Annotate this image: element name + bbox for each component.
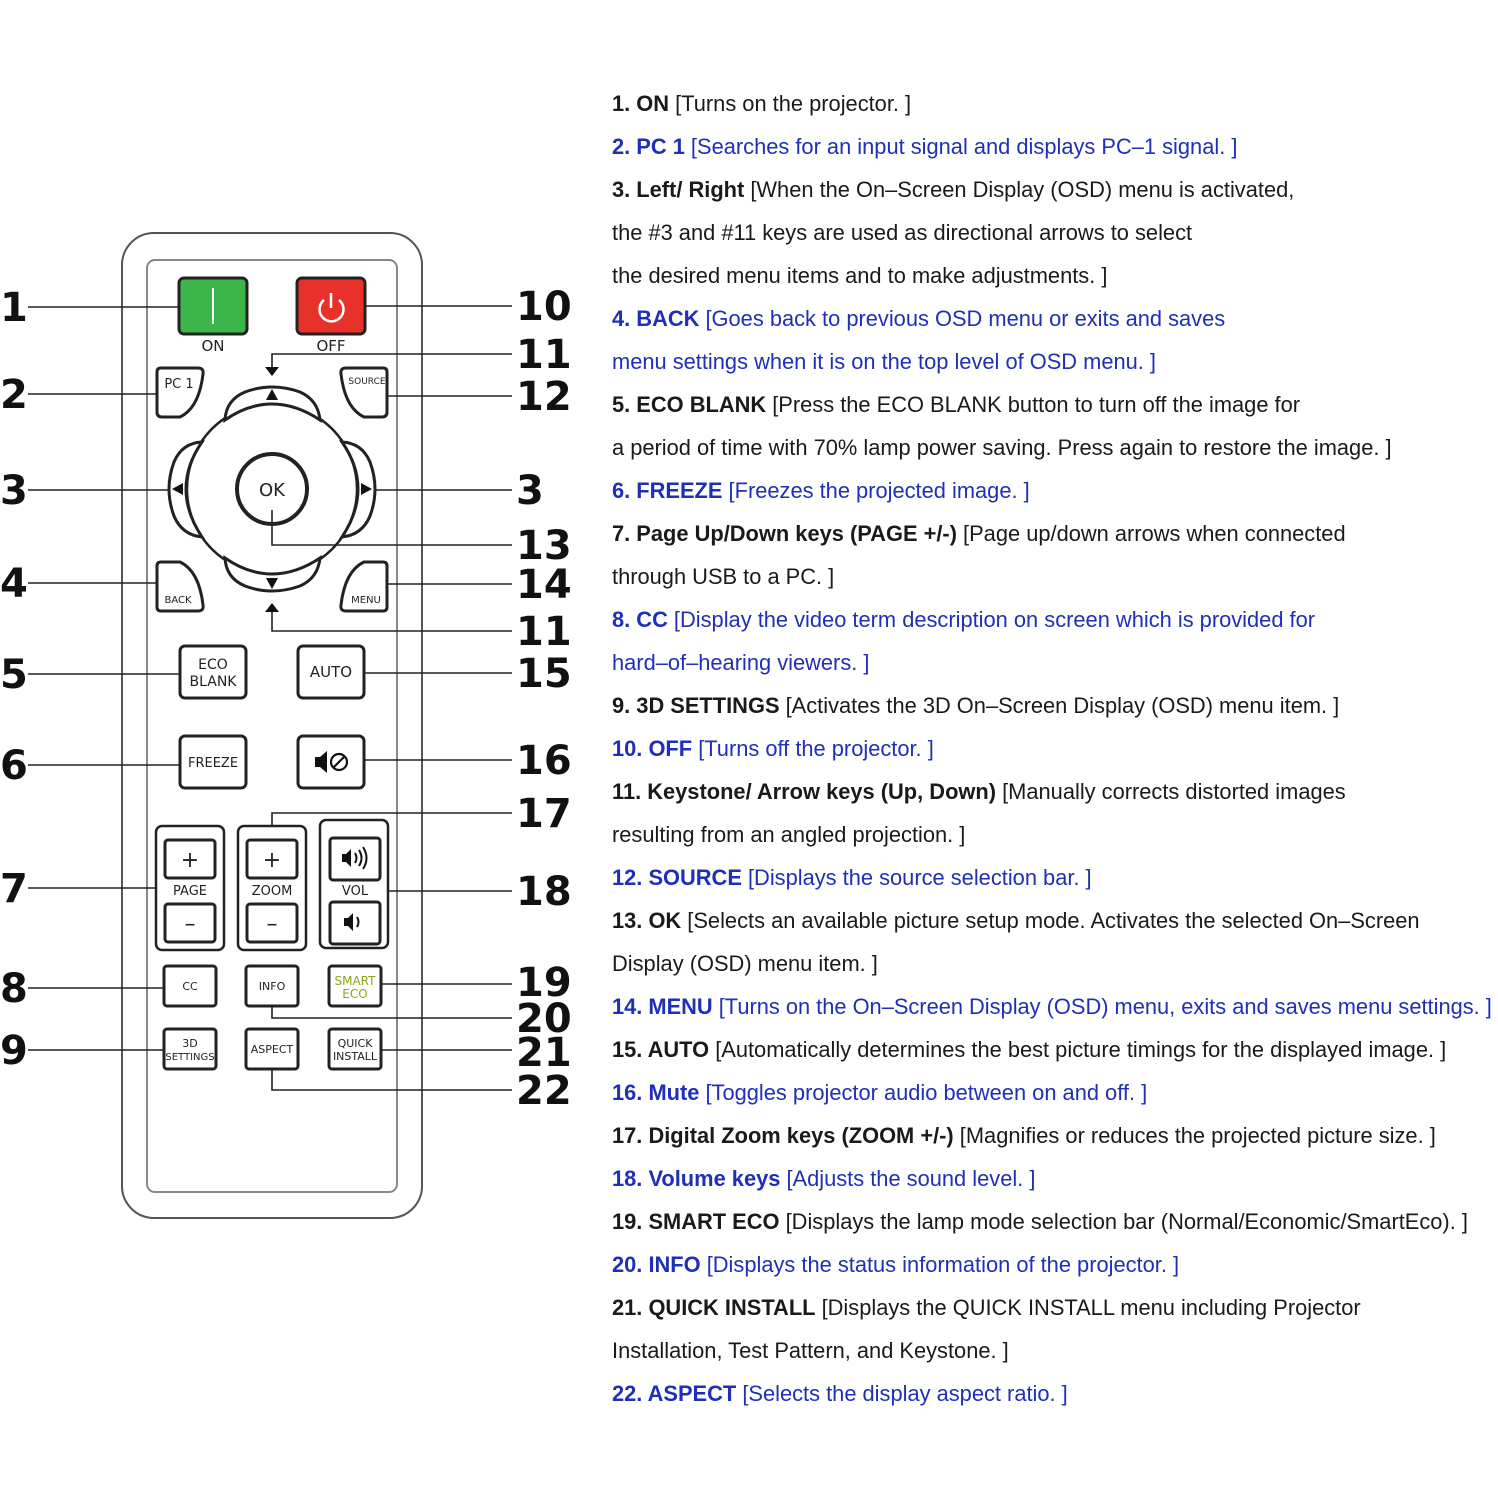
callout-21: 21: [516, 1030, 572, 1076]
description-line: [612, 684, 1492, 727]
description-line: [612, 770, 1492, 813]
aspect-label: ASPECT: [250, 1043, 294, 1056]
description-line: [612, 82, 1492, 125]
description-title: 15. AUTO: [612, 1037, 710, 1062]
3d-settings-label-line2: SETTINGS: [165, 1052, 215, 1063]
description-text: the desired menu items and to make adjustments. ]: [612, 263, 1108, 288]
page-label: PAGE: [173, 884, 207, 899]
description-text: [Searches for an input signal and displays PC–1 signal. ]: [684, 134, 1238, 159]
description-text: [Displays the status information of the projector. ]: [700, 1252, 1180, 1277]
description-line: [612, 211, 1492, 254]
description-text: [Automatically determines the best picture timings for the displayed image. ]: [709, 1037, 1447, 1062]
description-line: [612, 813, 1492, 856]
description-text: [Display the video term description on screen which is provided for: [667, 607, 1316, 632]
description-text: menu settings when it is on the top level of OSD menu. ]: [612, 349, 1157, 374]
callout-15: 15: [516, 651, 572, 697]
description-line: [612, 1243, 1492, 1286]
callout-1: 1: [0, 285, 28, 331]
off-label: OFF: [316, 337, 346, 355]
description-line: [612, 1028, 1492, 1071]
description-line: [612, 1200, 1492, 1243]
description-title: 6. FREEZE: [612, 478, 723, 503]
description-title: 5. ECO BLANK: [612, 392, 767, 417]
callout-6: 6: [0, 743, 28, 789]
description-line: [612, 1071, 1492, 1114]
description-line: [612, 383, 1492, 426]
description-title: 7. Page Up/Down keys (PAGE +/-): [612, 521, 957, 546]
zoom-label: ZOOM: [251, 884, 293, 899]
description-title: 12. SOURCE: [612, 865, 742, 890]
description-text: [Displays the source selection bar. ]: [741, 865, 1092, 890]
callout-22: 22: [516, 1068, 572, 1114]
description-text: [Activates the 3D On–Screen Display (OSD) menu item. ]: [779, 693, 1340, 718]
callout-2: 2: [0, 372, 28, 418]
callout-10: 10: [516, 284, 572, 330]
description-title: 17. Digital Zoom keys (ZOOM +/-): [612, 1123, 954, 1148]
description-line: [612, 297, 1492, 340]
description-line: [612, 1329, 1492, 1372]
description-line: [612, 598, 1492, 641]
page-minus-label: –: [184, 912, 196, 937]
description-title: 13. OK: [612, 908, 682, 933]
description-title: 19. SMART ECO: [612, 1209, 780, 1234]
info-label: INFO: [258, 980, 286, 993]
description-line: [612, 856, 1492, 899]
description-text: hard–of–hearing viewers. ]: [612, 650, 870, 675]
description-line: [612, 512, 1492, 555]
description-title: 11. Keystone/ Arrow keys (Up, Down): [612, 779, 997, 804]
description-text: [Toggles projector audio between on and off. ]: [699, 1080, 1148, 1105]
description-line: [612, 1286, 1492, 1329]
description-text: resulting from an angled projection. ]: [612, 822, 966, 847]
callout-17: 17: [516, 791, 572, 837]
quick-install-label-line1: QUICK: [337, 1037, 373, 1050]
description-text: [Press the ECO BLANK button to turn off the image for: [766, 392, 1301, 417]
callout-numbers-left: [0, 285, 28, 1074]
description-title: 16. Mute: [612, 1080, 700, 1105]
description-text: [Freezes the projected image. ]: [722, 478, 1030, 503]
description-text: [Turns on the projector. ]: [669, 91, 912, 116]
description-title: 4. BACK: [612, 306, 700, 331]
vol-up-button[interactable]: [330, 838, 380, 880]
vol-label: VOL: [341, 884, 369, 899]
description-line: [612, 727, 1492, 770]
description-title: 21. QUICK INSTALL: [612, 1295, 816, 1320]
auto-label: AUTO: [309, 663, 353, 681]
description-text: [Goes back to previous OSD menu or exits and saves: [699, 306, 1226, 331]
freeze-label: FREEZE: [187, 756, 239, 771]
description-text: [Selects an available picture setup mode. Activates the selected On–Screen: [681, 908, 1420, 933]
description-text: [When the On–Screen Display (OSD) menu is activated,: [744, 177, 1295, 202]
description-line: [612, 899, 1492, 942]
callout-11-bottom: 11: [516, 609, 572, 655]
description-text: [Displays the QUICK INSTALL menu including Projector: [815, 1295, 1361, 1320]
on-label: ON: [201, 337, 225, 355]
description-line: [612, 1114, 1492, 1157]
vol-down-button[interactable]: [330, 902, 380, 944]
eco-blank-label-line1: ECO: [198, 657, 228, 673]
description-title: 1. ON: [612, 91, 670, 116]
callout-8: 8: [0, 966, 28, 1012]
callout-11-top: 11: [516, 332, 572, 378]
callout-3-left: 3: [0, 468, 28, 514]
callout-19: 19: [516, 960, 572, 1006]
smart-eco-label-line2: ECO: [342, 987, 368, 1001]
menu-label: MENU: [351, 595, 381, 606]
callout-7: 7: [0, 866, 28, 912]
description-text: Display (OSD) menu item. ]: [612, 951, 878, 976]
page-plus-label: +: [180, 848, 200, 873]
eco-blank-label-line2: BLANK: [189, 674, 237, 690]
description-text: [Page up/down arrows when connected: [956, 521, 1346, 546]
back-label: BACK: [164, 595, 192, 606]
description-title: 9. 3D SETTINGS: [612, 693, 780, 718]
description-text: [Displays the lamp mode selection bar (Normal/Economic/SmartEco). ]: [779, 1209, 1468, 1234]
callout-numbers-right: [516, 284, 572, 1114]
description-title: 14. MENU: [612, 994, 713, 1019]
description-line: [612, 125, 1492, 168]
remote-diagram: [0, 0, 600, 1498]
quick-install-label-line2: INSTALL: [332, 1050, 378, 1063]
button-description-list: [612, 82, 1498, 1415]
description-title: 10. OFF: [612, 736, 693, 761]
callout-4: 4: [0, 561, 28, 607]
description-text: [Turns off the projector. ]: [692, 736, 934, 761]
description-line: [612, 254, 1492, 297]
description-line: [612, 340, 1492, 383]
description-text: [Manually corrects distorted images: [996, 779, 1346, 804]
description-text: [Selects the display aspect ratio. ]: [736, 1381, 1068, 1406]
callout-5: 5: [0, 652, 28, 698]
description-text: [Adjusts the sound level. ]: [780, 1166, 1036, 1191]
description-line: [612, 1372, 1492, 1415]
description-title: 20. INFO: [612, 1252, 701, 1277]
smart-eco-label-line1: SMART: [334, 974, 376, 988]
description-text: [Magnifies or reduces the projected picture size. ]: [953, 1123, 1436, 1148]
description-text: Installation, Test Pattern, and Keystone. ]: [612, 1338, 1009, 1363]
description-line: [612, 641, 1492, 684]
description-title: 3. Left/ Right: [612, 177, 745, 202]
description-line: [612, 1157, 1492, 1200]
source-label: SOURCE: [348, 377, 386, 387]
description-text: [Turns on the On–Screen Display (OSD) menu, exits and saves menu settings. ]: [712, 994, 1492, 1019]
description-line: [612, 469, 1492, 512]
description-line: [612, 942, 1492, 985]
zoom-minus-label: –: [266, 912, 278, 937]
ok-label: OK: [259, 480, 285, 501]
cc-label: CC: [182, 980, 198, 993]
description-title: 18. Volume keys: [612, 1166, 781, 1191]
description-title: 8. CC: [612, 607, 668, 632]
description-text: through USB to a PC. ]: [612, 564, 835, 589]
callout-16: 16: [516, 738, 572, 784]
callout-18: 18: [516, 869, 572, 915]
callout-14: 14: [516, 562, 572, 608]
description-title: 2. PC 1: [612, 134, 685, 159]
3d-settings-label-line1: 3D: [182, 1037, 198, 1050]
callout-20: 20: [516, 996, 572, 1042]
description-line: [612, 555, 1492, 598]
callout-12: 12: [516, 374, 572, 420]
callout-13: 13: [516, 523, 572, 569]
description-text: a period of time with 70% lamp power saving. Press again to restore the image. ]: [612, 435, 1392, 460]
description-line: [612, 168, 1492, 211]
pc1-label: PC 1: [164, 377, 194, 392]
zoom-plus-label: +: [262, 848, 282, 873]
description-title: 22. ASPECT: [612, 1381, 737, 1406]
callout-3-right: 3: [516, 468, 544, 514]
description-line: [612, 985, 1491, 1028]
callout-9: 9: [0, 1028, 28, 1074]
description-line: [612, 426, 1492, 469]
description-text: the #3 and #11 keys are used as directional arrows to select: [612, 220, 1193, 245]
